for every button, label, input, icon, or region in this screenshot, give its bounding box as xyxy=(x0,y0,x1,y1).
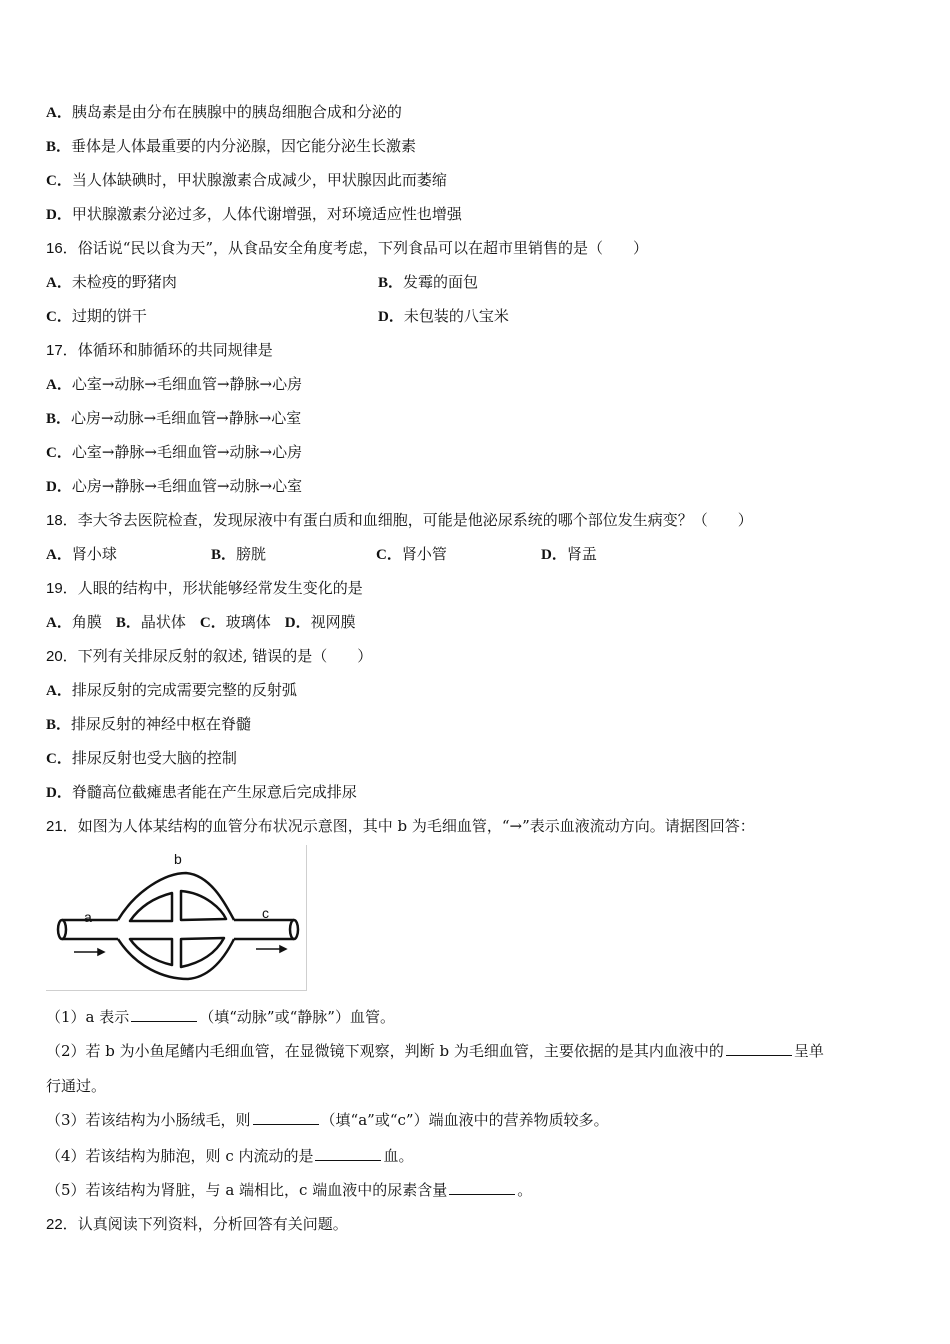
option-label: D． xyxy=(378,309,404,325)
q18-option-c xyxy=(376,544,541,565)
option-label: A． xyxy=(46,377,72,393)
q15-option-a xyxy=(46,102,402,122)
q20-option-d xyxy=(46,782,357,802)
q18-option-b xyxy=(211,544,376,565)
label-c: c xyxy=(262,905,269,921)
sub-text: 。 xyxy=(517,1181,533,1199)
option-text: 肾小管 xyxy=(401,545,447,563)
question-number: 20． xyxy=(46,648,78,665)
answer-blank[interactable] xyxy=(315,1146,381,1161)
q18-option-d xyxy=(541,544,597,565)
option-label: A． xyxy=(46,275,72,291)
q15-option-b xyxy=(46,136,416,156)
option-label: D． xyxy=(46,207,72,223)
question-number: 22． xyxy=(46,1216,78,1233)
option-label: B． xyxy=(378,275,404,291)
blood-vessel-diagram xyxy=(46,845,307,991)
q20-stem xyxy=(46,646,372,666)
sub-text: （填“a”或“c”）端血液中的营养物质较多。 xyxy=(320,1111,609,1129)
option-text: 晶状体 xyxy=(140,613,186,631)
question-text: 俗话说“民以食为天”，从食品安全角度考虑，下列食品可以在超市里销售的是（ ） xyxy=(77,239,649,257)
option-label: A． xyxy=(46,105,72,121)
sub-text: 血。 xyxy=(383,1147,414,1165)
option-label: B． xyxy=(46,411,72,427)
option-text: 未检疫的野猪肉 xyxy=(71,273,177,291)
option-label: A． xyxy=(46,615,72,631)
option-text: 视网膜 xyxy=(310,613,356,631)
option-text: 当人体缺碘时，甲状腺激素合成减少，甲状腺因此而萎缩 xyxy=(71,171,447,189)
question-number: 18． xyxy=(46,512,78,529)
option-text: 心室→静脉→毛细血管→动脉→心房 xyxy=(71,443,303,461)
option-text: 肾小球 xyxy=(71,545,117,563)
q20-option-c xyxy=(46,748,237,768)
q16-option-b xyxy=(378,272,478,293)
q17-option-a xyxy=(46,374,302,394)
q19-option-b xyxy=(116,612,186,633)
q19-option-a xyxy=(46,612,102,633)
option-text: 排尿反射的完成需要完整的反射弧 xyxy=(71,681,297,699)
q15-option-c xyxy=(46,170,447,190)
sub-text: （2）若 b 为小鱼尾鳍内毛细血管，在显微镜下观察，判断 b 为毛细血管，主要依据的是其内血液中的 xyxy=(46,1042,724,1060)
answer-blank[interactable] xyxy=(131,1007,197,1022)
q21-sub-2 xyxy=(46,1041,824,1061)
question-text: 李大爷去医院检查，发现尿液中有蛋白质和血细胞，可能是他泌尿系统的哪个部位发生病变？（ ） xyxy=(77,511,753,529)
question-number: 19． xyxy=(46,580,78,597)
option-label: D． xyxy=(284,615,311,631)
option-text: 未包装的八宝米 xyxy=(403,307,509,325)
option-label: B． xyxy=(46,139,72,155)
q22-stem xyxy=(46,1214,348,1234)
option-label: C． xyxy=(46,751,72,767)
q21-sub-1 xyxy=(46,1007,395,1027)
option-text: 膀胱 xyxy=(236,545,267,563)
q21-sub-3 xyxy=(46,1110,609,1130)
option-label: D． xyxy=(46,479,72,495)
q19-options xyxy=(46,612,356,632)
q16-option-a xyxy=(46,272,177,292)
sub-text: （4）若该结构为肺泡，则 c 内流动的是 xyxy=(46,1147,314,1165)
answer-blank[interactable] xyxy=(726,1041,792,1056)
option-text: 心房→动脉→毛细血管→静脉→心室 xyxy=(71,409,302,427)
option-label: C． xyxy=(46,445,72,461)
option-label: C． xyxy=(46,173,72,189)
sub-text: （3）若该结构为小肠绒毛，则 xyxy=(46,1111,251,1129)
answer-blank[interactable] xyxy=(253,1110,319,1125)
question-text: 如图为人体某结构的血管分布状况示意图，其中 b 为毛细血管，“→”表示血液流动方向。请据图回答： xyxy=(77,817,755,835)
q18-options xyxy=(46,544,597,564)
question-number: 17． xyxy=(46,342,78,359)
label-a: a xyxy=(84,909,92,925)
option-text: 角膜 xyxy=(71,613,102,631)
q19-option-c xyxy=(200,612,271,633)
q17-option-c xyxy=(46,442,302,462)
question-text: 体循环和肺循环的共同规律是 xyxy=(77,341,273,359)
q21-sub-4 xyxy=(46,1146,414,1166)
q21-sub-2-cont xyxy=(46,1076,106,1096)
option-label: D． xyxy=(541,547,567,563)
question-text: 人眼的结构中，形状能够经常发生变化的是 xyxy=(77,579,363,597)
option-text: 肾盂 xyxy=(566,545,597,563)
q18-stem xyxy=(46,510,753,530)
q16-stem xyxy=(46,238,648,258)
option-text: 垂体是人体最重要的内分泌腺，因它能分泌生长激素 xyxy=(71,137,417,155)
label-b: b xyxy=(174,851,182,867)
option-text: 脊髓高位截瘫患者能在产生尿意后完成排尿 xyxy=(71,783,357,801)
q17-stem xyxy=(46,340,273,360)
q19-stem xyxy=(46,578,363,598)
option-label: C． xyxy=(376,547,402,563)
question-number: 21． xyxy=(46,818,78,835)
option-label: D． xyxy=(46,785,72,801)
option-text: 过期的饼干 xyxy=(71,307,147,325)
option-text: 排尿反射的神经中枢在脊髓 xyxy=(71,715,252,733)
option-text: 玻璃体 xyxy=(225,613,271,631)
q15-option-d xyxy=(46,204,462,224)
sub-text: 行通过。 xyxy=(46,1077,107,1095)
option-text: 发霉的面包 xyxy=(403,273,479,291)
q16-option-c xyxy=(46,306,147,326)
sub-text: （填“动脉”或“静脉”）血管。 xyxy=(199,1008,395,1026)
q20-option-b xyxy=(46,714,251,734)
option-label: A． xyxy=(46,547,72,563)
option-text: 排尿反射也受大脑的控制 xyxy=(71,749,237,767)
q21-stem xyxy=(46,816,755,836)
q17-option-b xyxy=(46,408,301,428)
option-text: 心房→静脉→毛细血管→动脉→心室 xyxy=(71,477,303,495)
sub-text: 呈单 xyxy=(793,1042,824,1060)
question-text: 下列有关排尿反射的叙述, 错误的是（ ） xyxy=(77,647,373,665)
answer-blank[interactable] xyxy=(449,1180,515,1195)
option-text: 胰岛素是由分布在胰腺中的胰岛细胞合成和分泌的 xyxy=(71,103,402,121)
option-label: B． xyxy=(211,547,237,563)
option-label: C． xyxy=(46,309,72,325)
q21-sub-5 xyxy=(46,1180,532,1200)
question-text: 认真阅读下列资料，分析回答有关问题。 xyxy=(77,1215,348,1233)
option-text: 心室→动脉→毛细血管→静脉→心房 xyxy=(71,375,303,393)
q17-option-d xyxy=(46,476,302,496)
question-number: 16． xyxy=(46,240,78,257)
sub-text: （1）a 表示 xyxy=(46,1008,130,1026)
option-label: B． xyxy=(46,717,72,733)
option-label: B． xyxy=(115,615,141,631)
option-label: A． xyxy=(46,683,72,699)
q16-option-d xyxy=(378,306,509,327)
option-label: C． xyxy=(199,615,226,631)
sub-text: （5）若该结构为肾脏，与 a 端相比，c 端血液中的尿素含量 xyxy=(46,1181,448,1199)
q19-option-d xyxy=(285,612,356,633)
q18-option-a xyxy=(46,544,211,565)
option-text: 甲状腺激素分泌过多，人体代谢增强，对环境适应性也增强 xyxy=(71,205,462,223)
q20-option-a xyxy=(46,680,297,700)
